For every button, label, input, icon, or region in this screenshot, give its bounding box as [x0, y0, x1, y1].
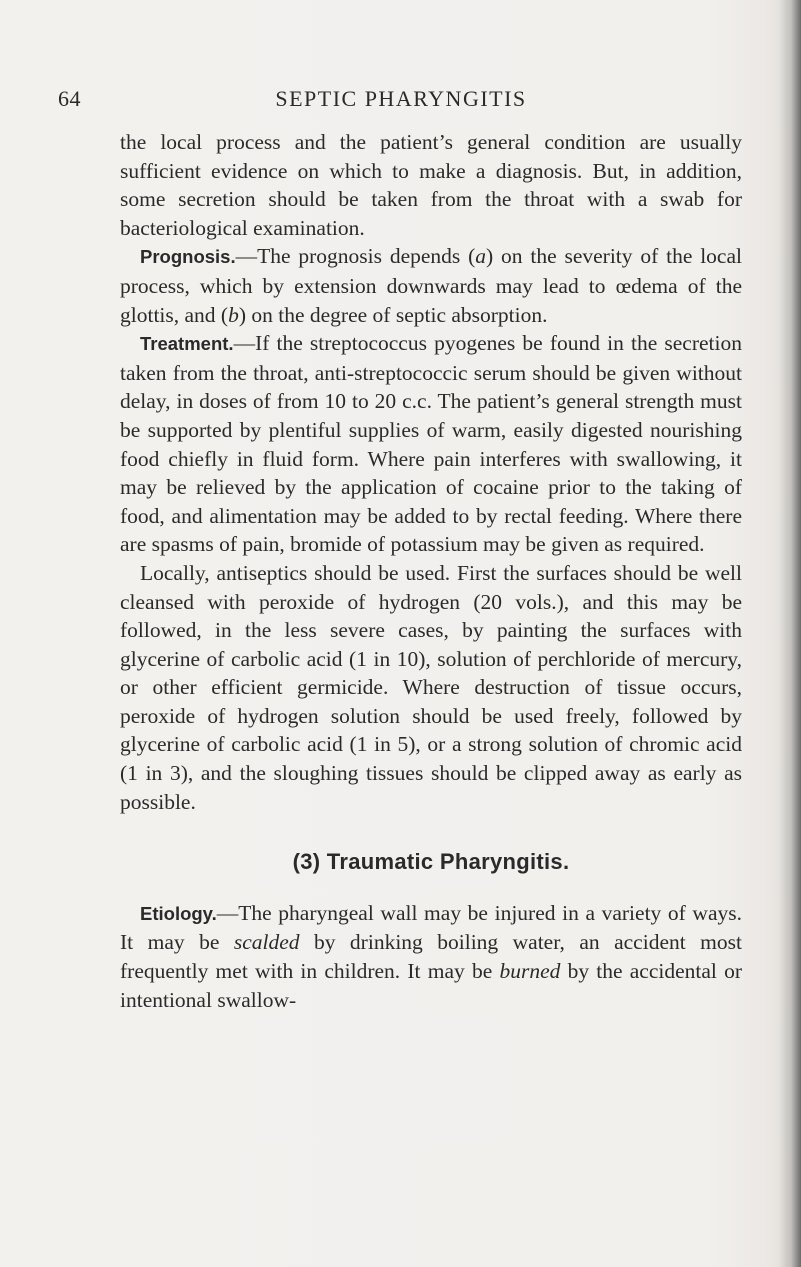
page-header	[58, 86, 744, 116]
section-heading: (3) Traumatic Pharyngitis.	[292, 849, 570, 875]
etiology-term-burned: burned	[499, 959, 561, 984]
running-head: SEPTIC PHARYNGITIS	[275, 86, 527, 111]
treatment-heading: Treatment.	[140, 333, 234, 355]
etiology-text-3: by the accidental or intentional swallow-	[120, 959, 743, 1012]
paragraph-etiology	[120, 899, 742, 1014]
paragraph-prognosis	[120, 242, 742, 329]
paragraph-treatment	[120, 329, 742, 559]
prognosis-text-2: ) on the severity of the local process, which by extension downwards may lead to œdema of the glottis, and (	[120, 244, 742, 327]
prognosis-text-3: ) on the degree of septic absorption.	[238, 302, 548, 327]
etiology-text-2: by drinking boiling water, an accident most frequently met with in children. It may be	[120, 930, 742, 984]
paragraph-local-treatment: Locally, antiseptics should be used. First the surfaces should be well cleansed with peroxide of hydrogen (20 vols.), and this may be followed, in the less severe cases, by painting the surfaces with glycerine of carbolic acid (1 in 10), solution of perchloride of mercury, or other efficient germicide. Where destruction of tissue occurs, peroxide of hydrogen solution should be used freely, followed by glycerine of carbolic acid (1 in 5), or a strong solution of chromic acid (1 in 3), and the sloughing tissues should be clipped away as early as possible.	[120, 560, 742, 814]
paragraph-diagnosis-continuation: the local process and the patient’s general condition are usually sufficient evidence on which to make a diagnosis. But, in addition, some secretion should be taken from the throat with a swab for bacteriological examination.	[120, 130, 742, 240]
etiology-heading: Etiology.	[140, 902, 217, 924]
prognosis-marker-b: b	[228, 302, 239, 327]
etiology-text-1: —The pharyngeal wall may be injured in a variety of ways. It may be	[120, 900, 742, 955]
page-number: 64	[58, 86, 81, 111]
page-edge-shadow	[779, 0, 801, 1267]
prognosis-marker-a: a	[475, 244, 487, 269]
body-text	[120, 128, 742, 1014]
prognosis-text-1: —The prognosis depends (	[235, 244, 476, 269]
treatment-text: —If the streptococcus pyogenes be found in the secretion taken from the throat, anti-streptococcic serum should be given without delay, in doses of from 10 to 20 c.c. The patient’s general strength must be supported by plentiful supplies of warm, easily digested nourishing food chiefly in fluid form. Where pain interferes with swallowing, it may be relieved by the application of cocaine prior to the taking of food, and alimentation may be added to by rectal feeding. Where there are spasms of pain, bromide of potassium may be given as required.	[120, 331, 742, 557]
prognosis-heading: Prognosis.	[140, 246, 236, 268]
etiology-term-scalded: scalded	[233, 930, 300, 955]
